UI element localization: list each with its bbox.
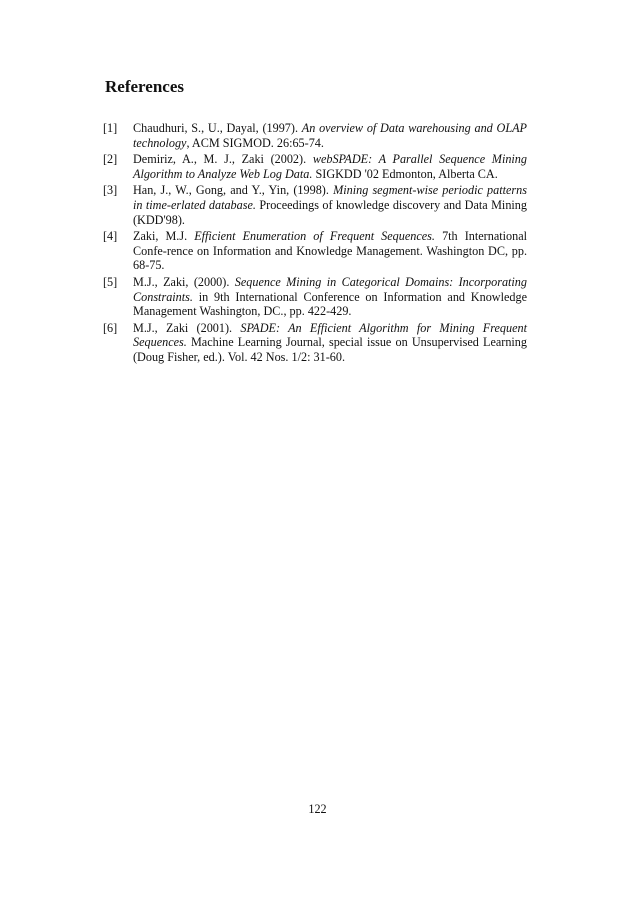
reference-title: Mining segment-wise periodic patterns in time-erlated database.: [133, 183, 527, 212]
reference-item-2: [103, 152, 527, 181]
reference-title: Sequence Mining in Categorical Domains: Incorporating Constraints.: [133, 274, 527, 304]
reference-number: [1]: [103, 121, 118, 135]
reference-number: [6]: [103, 320, 118, 335]
reference-details: Proceedings of knowledge discovery and Data Mining (KDD'98).: [133, 197, 527, 227]
reference-text: [133, 229, 527, 273]
reference-text: [133, 152, 527, 181]
reference-number: [3]: [103, 183, 118, 198]
reference-item-4: [103, 229, 527, 273]
reference-authors: Zaki, M.J.: [133, 229, 195, 244]
reference-item-6: [103, 321, 527, 365]
reference-number: [2]: [103, 152, 118, 167]
reference-text: [133, 183, 527, 227]
reference-title: webSPADE: A Parallel Sequence Mining Algorithm to Analyze Web Log Data.: [133, 152, 527, 181]
reference-authors: Chaudhuri, S., U., Dayal, (1997).: [133, 121, 302, 135]
reference-authors: Han, J., W., Gong, and Y., Yin, (1998).: [133, 183, 334, 198]
reference-text: [133, 121, 527, 150]
reference-authors: M.J., Zaki, (2000).: [133, 274, 235, 289]
reference-title: SPADE: An Efficient Algorithm for Mining Frequent Sequences.: [133, 320, 528, 350]
reference-details: Machine Learning Journal, special issue on Unsupervised Learning (Doug Fisher, ed.). Vol. 42 Nos. 1/2: 31-60.: [133, 335, 527, 364]
reference-text: [133, 275, 527, 319]
reference-list: [103, 121, 527, 367]
reference-item-3: [103, 183, 527, 227]
reference-number: [4]: [103, 229, 118, 244]
reference-details: 7th International Confe-rence on Information and Knowledge Management. Washington DC, pp. 68-75.: [133, 229, 527, 273]
reference-number: [5]: [103, 274, 118, 289]
reference-authors: Demiriz, A., M. J., Zaki (2002).: [133, 152, 313, 167]
reference-item-1: [103, 121, 527, 150]
reference-details: in 9th International Conference on Information and Knowledge Management Washington, DC., pp. 422-429.: [133, 289, 527, 319]
reference-title: Efficient Enumeration of Frequent Sequences.: [194, 229, 435, 244]
reference-item-5: [103, 275, 527, 319]
page-number: 122: [308, 802, 327, 816]
reference-authors: M.J., Zaki (2001).: [133, 320, 241, 335]
reference-details: , ACM SIGMOD. 26:65-74.: [186, 135, 324, 150]
reference-text: [133, 321, 527, 365]
reference-title: An overview of Data warehousing and OLAP technology: [133, 121, 527, 150]
references-heading: References: [105, 77, 184, 96]
reference-details: SIGKDD '02 Edmonton, Alberta CA.: [312, 166, 498, 181]
